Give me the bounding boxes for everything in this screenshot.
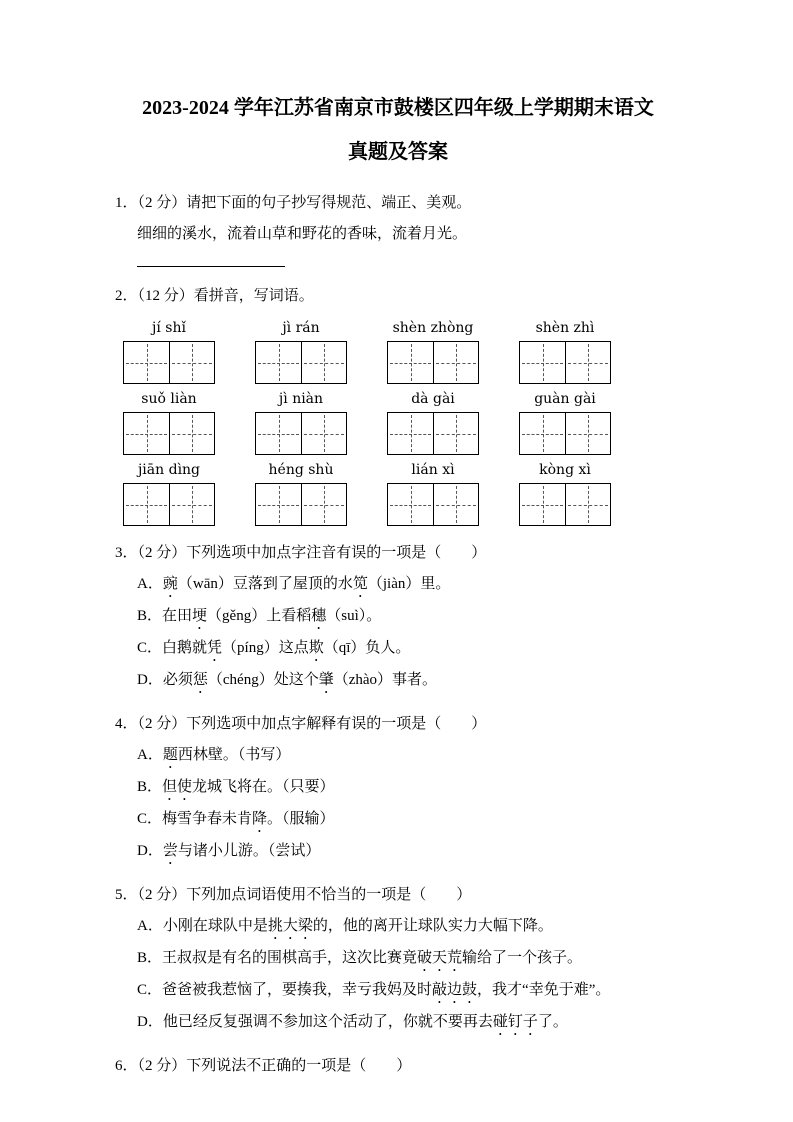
option-a (115, 740, 681, 772)
pinyin-label: lián xì (411, 462, 455, 478)
dotted-text-segment: 敲边鼓 (432, 982, 478, 998)
writing-box (519, 412, 611, 455)
question-number: 3．（2 分） (115, 545, 187, 561)
question-stem: 下列选项中加点字解释有误的一项是（ ） (186, 716, 487, 732)
dotted-text-segment: 降 (252, 811, 268, 827)
writing-cell (256, 342, 301, 383)
text-segment: （jiàn）里。 (367, 576, 451, 592)
dotted-text-segment: 惩 (192, 672, 208, 688)
dotted-text-segment: 欺 (308, 640, 324, 656)
question-3-heading (115, 538, 681, 569)
question-stem: 看拼音，写词语。 (193, 288, 314, 304)
paper-title-line1: 2023-2024 学年江苏省南京市鼓楼区四年级上学期期末语文 (142, 97, 654, 119)
writing-cell (433, 342, 478, 383)
option-c (115, 633, 681, 665)
text-segment: 。（服输） (267, 811, 335, 827)
option-text (163, 672, 437, 688)
question-number: 6．（2 分） (115, 1058, 187, 1074)
option-b (115, 601, 681, 633)
writing-cell (388, 342, 433, 383)
option-b (115, 772, 681, 804)
pinyin-item (123, 460, 215, 526)
writing-cell (124, 342, 169, 383)
writing-box (123, 341, 215, 384)
option-d (115, 836, 681, 868)
option-label: C． (137, 811, 163, 827)
dotted-text-segment: 埂 (192, 608, 208, 624)
text-segment: 王叔叔是有名的围棋高手，这次比赛竟 (162, 950, 418, 966)
pinyin-label: guàn gài (534, 391, 596, 407)
text-segment: 小刚在球队中是 (162, 918, 268, 934)
dotted-text-segment: 肇 (318, 672, 334, 688)
pinyin-label: suǒ liàn (141, 391, 197, 407)
question-5-heading (115, 880, 681, 911)
writing-cell (169, 342, 214, 383)
option-label: D． (137, 672, 163, 688)
question-number: 4．（2 分） (115, 716, 187, 732)
text-segment: 爸爸被我惹恼了，要揍我，幸亏我妈及时 (162, 982, 433, 998)
question-2-heading (115, 281, 681, 312)
text-segment: 的，他的离开让球队实力大幅下降。 (312, 918, 553, 934)
text-segment: （píng）这点 (222, 640, 309, 656)
writing-cell (301, 413, 346, 454)
writing-cell (169, 484, 214, 525)
pinyin-item (255, 318, 347, 384)
text-segment: 必须 (162, 672, 193, 688)
option-a (115, 911, 681, 943)
pinyin-item (519, 460, 611, 526)
pinyin-item (255, 389, 347, 455)
pinyin-item (387, 389, 479, 455)
question-stem: 下列加点词语使用不恰当的一项是（ ） (186, 887, 472, 903)
dotted-text-segment: 但使 (162, 779, 193, 795)
text-segment: 与诸小儿游。（尝试） (177, 843, 321, 859)
question-2 (115, 281, 681, 526)
option-text (162, 811, 335, 827)
text-segment: （zhào）事者。 (333, 672, 438, 688)
paper-title (115, 86, 681, 174)
pinyin-item (387, 318, 479, 384)
question-number: 2．（12 分） (115, 288, 194, 304)
text-segment: 输给了一个孩子。 (462, 950, 583, 966)
question-stem: 下列说法不正确的一项是（ ） (186, 1058, 412, 1074)
option-text (162, 982, 610, 998)
text-segment: 了。 (537, 1014, 568, 1030)
pinyin-label: héng shù (268, 462, 334, 478)
writing-cell (388, 413, 433, 454)
text-segment: 他已经反复强调不参加这个活动了，你就不要再去 (162, 1014, 493, 1030)
option-label: C． (137, 640, 163, 656)
option-label: B． (137, 779, 163, 795)
option-c (115, 975, 681, 1007)
writing-cell (301, 342, 346, 383)
dotted-text-segment: 破天荒 (417, 950, 463, 966)
writing-cell (520, 342, 565, 383)
writing-box (123, 412, 215, 455)
pinyin-item (387, 460, 479, 526)
writing-box (255, 341, 347, 384)
writing-cell (124, 484, 169, 525)
question-1-heading (115, 188, 681, 219)
writing-cell (520, 413, 565, 454)
option-label: A． (137, 576, 163, 592)
text-segment: 白鹅就 (162, 640, 208, 656)
writing-cell (433, 484, 478, 525)
question-4 (115, 709, 681, 868)
text-segment: 龙城飞将在。（只要） (192, 779, 335, 795)
copy-sentence: 细细的溪水，流着山草和野花的香味，流着月光。 (137, 226, 468, 242)
question-stem: 请把下面的句子抄写得规范、端正、美观。 (186, 195, 472, 211)
writing-box (519, 341, 611, 384)
writing-box (387, 341, 479, 384)
pinyin-label: kòng xì (539, 462, 591, 478)
question-5 (115, 880, 681, 1039)
writing-box (255, 483, 347, 526)
pinyin-item (255, 460, 347, 526)
text-segment: ，我才“幸免于难”。 (477, 982, 611, 998)
option-text (162, 779, 335, 795)
pinyin-label: jì rán (282, 320, 320, 336)
option-b (115, 943, 681, 975)
pinyin-item (123, 318, 215, 384)
pinyin-item (519, 389, 611, 455)
option-label: B． (137, 608, 163, 624)
option-label: D． (137, 843, 163, 859)
option-text (163, 1014, 568, 1030)
question-6-heading (115, 1051, 681, 1082)
pinyin-label: jí shǐ (152, 320, 186, 336)
option-label: D． (137, 1014, 163, 1030)
pinyin-label: jì niàn (278, 391, 324, 407)
pinyin-row-3 (123, 460, 611, 526)
dotted-text-segment: 凭 (207, 640, 223, 656)
question-number: 1．（2 分） (115, 195, 187, 211)
writing-box (387, 412, 479, 455)
question-1 (115, 188, 681, 267)
text-segment: （suì）。 (326, 608, 382, 624)
writing-cell (124, 413, 169, 454)
pinyin-row-2 (123, 389, 611, 455)
pinyin-label: shèn zhì (535, 320, 595, 336)
writing-cell (565, 342, 610, 383)
option-label: A． (137, 918, 163, 934)
writing-cell (520, 484, 565, 525)
writing-cell (565, 413, 610, 454)
text-segment: （gěng）上看稻 (207, 608, 312, 624)
writing-cell (256, 413, 301, 454)
text-segment: （wān）豆落到了屋顶的水 (177, 576, 353, 592)
dotted-text-segment: 豌 (162, 576, 178, 592)
option-label: B． (137, 950, 163, 966)
dotted-text-segment: 穗 (311, 608, 327, 624)
answer-blank-line (137, 266, 285, 267)
pinyin-label: jiān dìng (137, 462, 201, 478)
dotted-text-segment: 笕 (352, 576, 368, 592)
paper-title-line2: 真题及答案 (348, 141, 448, 163)
writing-box (519, 483, 611, 526)
writing-box (387, 483, 479, 526)
pinyin-row-1 (123, 318, 611, 384)
option-text (162, 640, 410, 656)
pinyin-label: shèn zhòng (392, 320, 474, 336)
text-segment: （qī）负人。 (323, 640, 411, 656)
option-text (163, 576, 451, 592)
option-text (163, 843, 321, 859)
option-label: C． (137, 982, 163, 998)
text-segment: 梅雪争春未肯 (162, 811, 253, 827)
option-text (162, 608, 381, 624)
option-label: A． (137, 747, 163, 763)
option-c (115, 804, 681, 836)
option-text (163, 918, 553, 934)
question-4-heading (115, 709, 681, 740)
writing-box (255, 412, 347, 455)
question-3 (115, 538, 681, 697)
option-text (162, 950, 582, 966)
question-6 (115, 1051, 681, 1082)
pinyin-item (123, 389, 215, 455)
dotted-text-segment: 碰钉子 (492, 1014, 538, 1030)
dotted-text-segment: 挑大梁 (267, 918, 313, 934)
option-d (115, 1007, 681, 1039)
pinyin-writing-grid (123, 318, 611, 526)
dotted-text-segment: 题 (162, 747, 178, 763)
writing-cell (256, 484, 301, 525)
option-d (115, 665, 681, 697)
pinyin-item (519, 318, 611, 384)
writing-box (123, 483, 215, 526)
writing-cell (565, 484, 610, 525)
option-text (163, 747, 291, 763)
text-segment: 西林壁。（书写） (177, 747, 291, 763)
writing-cell (169, 413, 214, 454)
writing-cell (388, 484, 433, 525)
writing-cell (301, 484, 346, 525)
question-number: 5．（2 分） (115, 887, 187, 903)
pinyin-label: dà gài (411, 391, 455, 407)
option-a (115, 569, 681, 601)
question-stem: 下列选项中加点字注音有误的一项是（ ） (186, 545, 487, 561)
text-segment: （chéng）处这个 (207, 672, 319, 688)
dotted-text-segment: 尝 (162, 843, 178, 859)
text-segment: 在田 (162, 608, 193, 624)
writing-cell (433, 413, 478, 454)
